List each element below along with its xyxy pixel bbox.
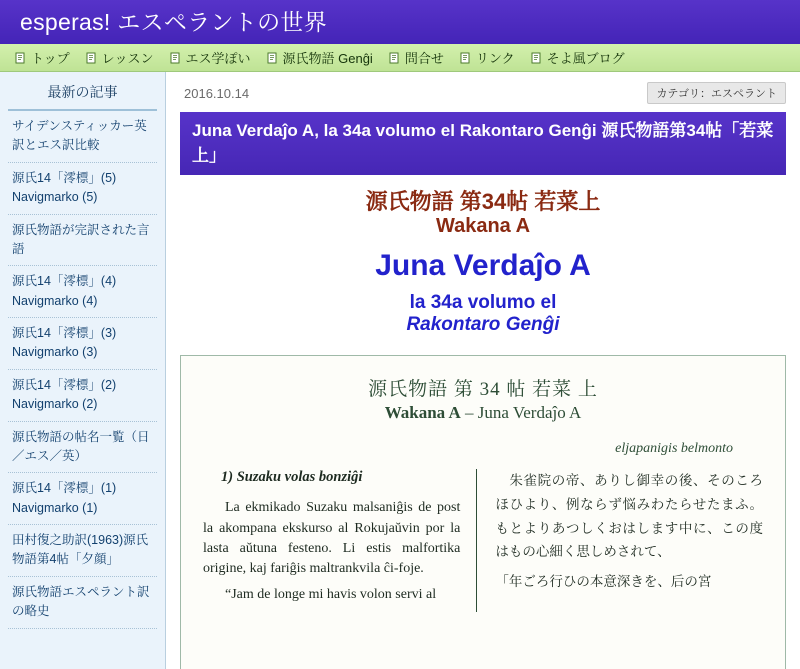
list-item[interactable]: 源氏14「澪標」(2) Navigmarko (2) [8,370,157,422]
nav-item-label: そよ風ブログ [546,51,625,66]
nav-item-contact[interactable] [382,46,451,69]
page-icon [86,52,98,64]
nav-item-esugaku[interactable] [163,46,258,69]
article-subtitle-line2: Rakontaro Genĝi [406,314,560,336]
nav-item-label: 源氏物語 Genĝi [282,51,373,66]
scan-columns [203,469,763,611]
nav-item-label: リンク [475,51,515,66]
nav-item-label: トップ [31,51,70,66]
nav-item-lesson[interactable] [79,46,161,69]
page-icon [531,52,543,64]
list-item[interactable]: 田村復之助訳(1963)源氏物語第4帖「夕顔」 [8,525,157,577]
scan-paragraph-jp: 朱雀院の帝、ありし御幸の後、そのころほひより、例ならず悩みわたらせたまふ。もとよりあつしくおはします中に、この度はもの心細く思しめされて、 [495,473,763,560]
scan-column-esperanto [203,469,477,611]
nav-item-links[interactable] [453,46,522,69]
nav-item-blog[interactable] [524,46,632,69]
site-header [0,0,800,44]
page-icon [460,52,472,64]
main-content [166,72,800,669]
scan-paragraph: “Jam de longe mi havis volon servi al [225,587,437,603]
scan-paragraph-jp: 「年ごろ行ひの本意深きを、后の宮 [495,573,712,589]
post-date: 2016.10.14 [184,85,250,101]
article-heading-block [180,175,786,349]
page-icon [15,52,27,64]
page-icon [389,52,401,64]
page-icon [170,52,182,64]
scan-column-japanese [477,469,763,611]
scan-author: eljapanigis belmonto [615,441,733,457]
sidebar-title: 最新の記事 [8,72,157,111]
scan-subtitle-rest: – Juna Verdaĵo A [460,403,582,423]
list-item[interactable]: 源氏14「澪標」(4) Navigmarko (4) [8,266,157,318]
main-navigation [0,44,800,72]
page-layout [0,72,800,669]
scan-paragraph: La ekmikado Suzaku malsaniĝis de post la akompana ekskurso al Rokujaŭvin por la lasta aŭtuna festeno. Li estis malfortika origine, kaj fariĝis maltrankvila ĉi-foje. [203,500,461,577]
list-item[interactable]: 源氏14「澪標」(1) Navigmarko (1) [8,473,157,525]
page-icon [267,52,279,64]
list-item[interactable]: 源氏物語エスペラント訳の略史 [8,577,157,629]
article-japanese-title: 源氏物語 第34帖 若菜上 [365,189,601,215]
scan-japanese-title: 源氏物語 第 34 帖 若菜 上 [368,379,598,401]
post-meta-row [180,82,786,104]
nav-item-genji[interactable] [260,46,380,69]
nav-item-label: エス学ぽい [185,51,251,66]
scan-subtitle [203,403,763,423]
article-subtitle-line1: la 34a volumo el [409,291,557,313]
status-badge[interactable]: カテゴリ：エスペラント [647,82,786,104]
scan-section-heading: 1) Suzaku volas bonziĝi [221,469,363,486]
site-title: esperas! エスペラントの世界 [20,8,328,35]
recent-posts-list [0,111,165,629]
article-main-title: Juna Verdaĵo A [375,248,591,282]
nav-item-label: レッスン [101,51,154,66]
list-item[interactable]: 源氏物語の帖名一覧（日／エス／英） [8,422,157,474]
list-item[interactable]: 源氏14「澪標」(5) Navigmarko (5) [8,163,157,215]
list-item[interactable]: サイデンスティッカー英訳とエス訳比較 [8,111,157,163]
nav-item-top[interactable] [8,46,77,69]
list-item[interactable]: 源氏14「澪標」(3) Navigmarko (3) [8,318,157,370]
sidebar [0,72,166,669]
scanned-page-image [180,355,786,669]
nav-item-label: 問合せ [404,51,444,66]
scan-subtitle-bold: Wakana A [384,403,461,423]
page-title: Juna Verdaĵo A, la 34a volumo el Rakontaro Genĝi 源氏物語第34帖「若菜上」 [180,112,786,175]
list-item[interactable]: 源氏物語が完訳された言語 [8,215,157,267]
article-romanized-title: Wakana A [435,214,531,237]
